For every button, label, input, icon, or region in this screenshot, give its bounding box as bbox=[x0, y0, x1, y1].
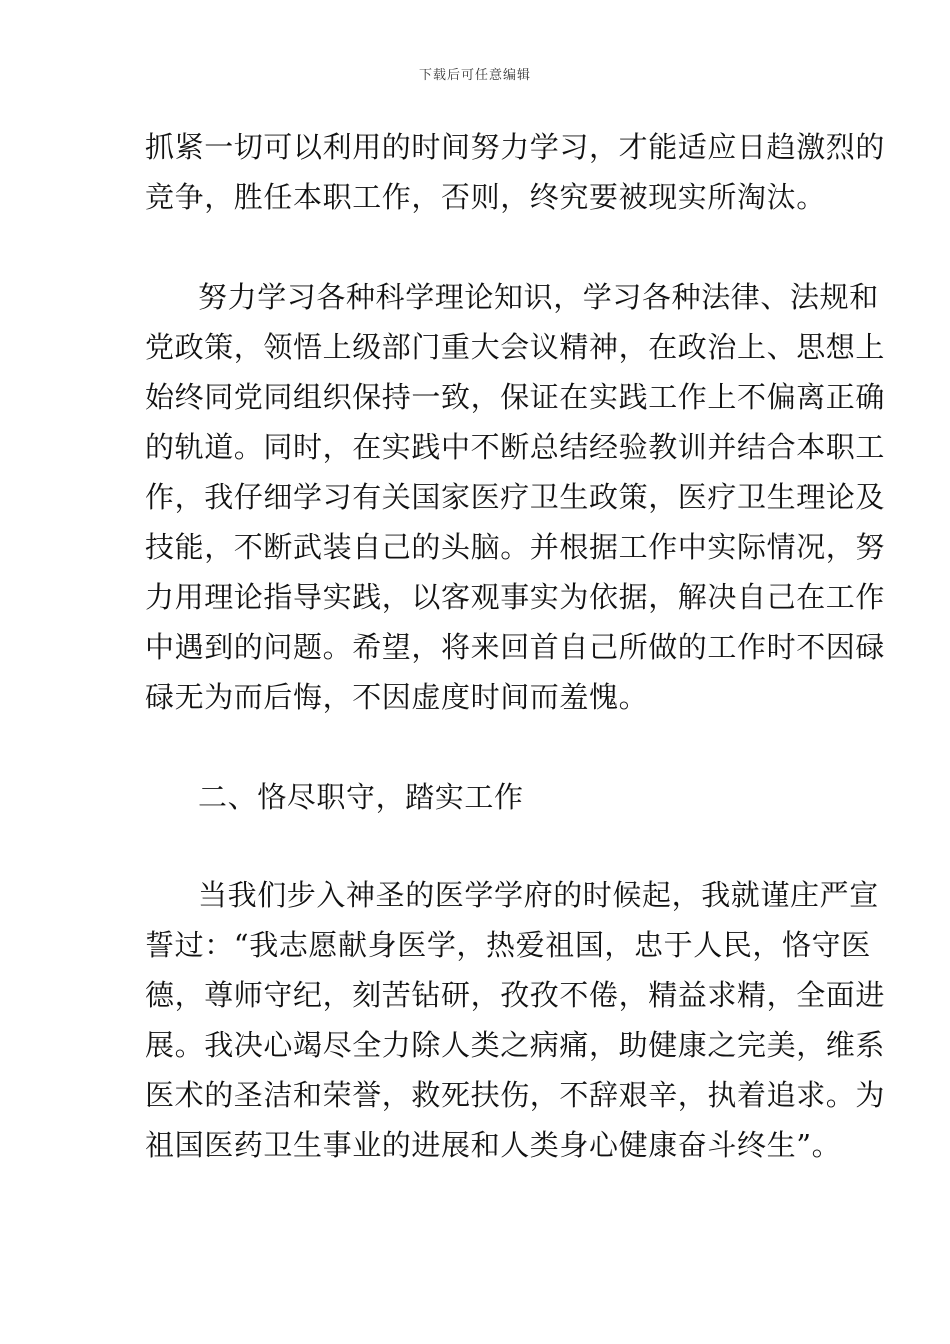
text-line: 的轨道。同时，在实践中不断总结经验教训并结合本职工 bbox=[145, 430, 886, 464]
text-line: 医术的圣洁和荣誉，救死扶伤，不辞艰辛，执着追求。为 bbox=[145, 1078, 886, 1112]
text-line: 德，尊师守纪，刻苦钻研，孜孜不倦，精益求精，全面进 bbox=[145, 978, 886, 1012]
text-line: 技能，不断武装自己的头脑。并根据工作中实际情况，努 bbox=[145, 530, 886, 564]
text-line: 努力学习各种科学理论知识，学习各种法律、法规和 bbox=[198, 280, 879, 314]
text-line: 竞争，胜任本职工作，否则，终究要被现实所淘汰。 bbox=[145, 180, 826, 214]
text-line: 作，我仔细学习有关国家医疗卫生政策，医疗卫生理论及 bbox=[145, 480, 886, 514]
section-heading bbox=[145, 772, 810, 822]
text-line: 力用理论指导实践，以客观事实为依据，解决自己在工作 bbox=[145, 580, 886, 614]
text-line: 当我们步入神圣的医学学府的时候起，我就谨庄严宣 bbox=[198, 878, 879, 912]
paragraph-study bbox=[145, 272, 886, 722]
paragraph-oath bbox=[145, 870, 886, 1170]
text-line: 誓过：“我志愿献身医学，热爱祖国，忠于人民，恪守医 bbox=[145, 928, 871, 962]
text-line: 抓紧一切可以利用的时间努力学习，才能适应日趋激烈的 bbox=[145, 130, 886, 164]
section-heading-text: 二、恪尽职守，踏实工作 bbox=[198, 780, 524, 814]
paragraph-continuation bbox=[145, 122, 886, 222]
text-line: 中遇到的问题。希望，将来回首自己所做的工作时不因碌 bbox=[145, 630, 886, 664]
text-line: 祖国医药卫生事业的进展和人类身心健康奋斗终生”。 bbox=[145, 1128, 842, 1162]
text-line: 始终同党同组织保持一致，保证在实践工作上不偏离正确 bbox=[145, 380, 886, 414]
text-line: 展。我决心竭尽全力除人类之病痛，助健康之完美，维系 bbox=[145, 1028, 886, 1062]
text-line: 碌无为而后悔，不因虚度时间而羞愧。 bbox=[145, 680, 649, 714]
text-line: 党政策，领悟上级部门重大会议精神，在政治上、思想上 bbox=[145, 330, 886, 364]
page-header-note: 下载后可任意编辑 bbox=[418, 68, 531, 83]
